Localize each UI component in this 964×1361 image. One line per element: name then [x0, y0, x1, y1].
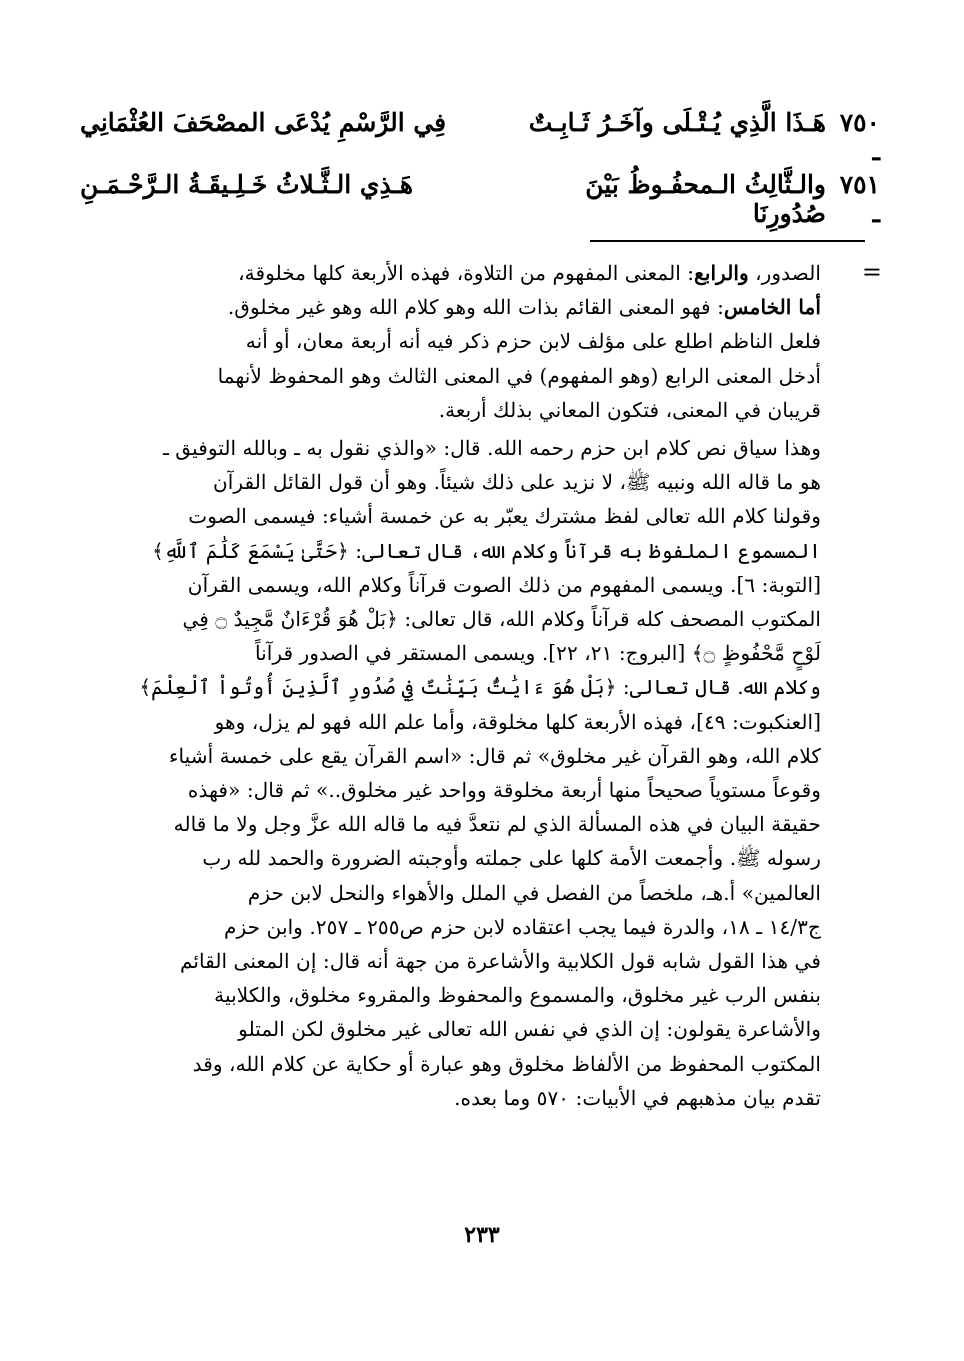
- text-line: حقيقة البيان في هذه المسألة الذي لم نتعدَّ فيه ما قاله الله عزَّ وجل ولا ما قاله: [173, 812, 821, 837]
- text-line: [التوبة: ٦]. ويسمى المفهوم من ذلك الصوت قرآناً وكلام الله، ويسمى القرآن: [187, 572, 821, 597]
- verse-block: [80, 108, 880, 232]
- text-line: وكلام الله. قال تعالى: ﴿بَلْ هُوَ ءَايَٰتٌۢ بَيِّنَٰتٌ فِي صُدُورِ ٱلَّذِينَ أُوتُواْ ٱلْعِلْمَ﴾: [139, 675, 821, 700]
- text-line: والأشاعرة يقولون: إن الذي في نفس الله تعالى غير مخلوق لكن المتلو: [238, 1017, 821, 1042]
- verse-second-hemistich: هَـذِي الـثَّـلاثُ خَـلِـيقَـةُ الـرَّحْـمَـنِ: [80, 170, 414, 199]
- text-line: المسموع الملفوظ به قرآناً وكلام الله، قال تعالى: ﴿حَتَّىٰ يَسْمَعَ كَلَٰمَ ٱللَّهِ﴾: [152, 538, 821, 563]
- text-line: فلعل الناظم اطلع على مؤلف لابن حزم ذكر فيه أنه أربعة معان، أو أنه: [245, 329, 821, 354]
- verse-second-hemistich: فِي الرَّسْمِ يُدْعَى المصْحَفَ العُثْمَانِي: [80, 108, 447, 137]
- continuation-mark: =: [861, 258, 882, 286]
- emphasis: والرابع: [694, 261, 749, 285]
- text-line: في هذا القول شابه قول الكلابية والأشاعرة من جهة أنه قال: إن المعنى القائم: [179, 949, 821, 974]
- emphasis: أما الخامس: [723, 295, 821, 320]
- text-line: هو ما قاله الله ونبيه ﷺ، لا نزيد على ذلك شيئاً. وهو أن قول القائل القرآن: [212, 470, 821, 495]
- footnote-divider: [590, 240, 865, 242]
- text-line: رسوله ﷺ. وأجمعت الأمة كلها على جملته وأوجبته الضرورة والحمد لله رب: [202, 846, 821, 871]
- footnote-paragraph-1: [96, 256, 821, 427]
- text-line: المكتوب المحفوظ من الألفاظ مخلوق وهو عبارة أو حكاية عن كلام الله، وقد: [192, 1051, 821, 1076]
- text-line: تقدم بيان مذهبهم في الأبيات: ٥٧٠ وما بعده.: [454, 1085, 821, 1110]
- verse-first-hemistich: هَـذَا الَّذِي يُـتْـلَى وآخَـرُ ثَـابِـتٌ: [528, 108, 826, 137]
- verse-first-hemistich: والـثَّالِثُ الـمحفُـوظُ بَيْنَ صُدُورِنَا: [585, 170, 826, 228]
- verse-750: [80, 108, 880, 170]
- text-line: ج١٤/٣ ـ ١٨، والدرة فيما يجب اعتقاده لابن حزم ص٢٥٥ ـ ٢٥٧. وابن حزم: [224, 914, 821, 939]
- verse-number: ٧٥١ ـ: [839, 170, 880, 228]
- text-line: [العنكبوت: ٤٩]، فهذه الأربعة كلها مخلوقة، وأما علم الله فهو لم يزل، وهو: [214, 709, 821, 734]
- text-line: وهذا سياق نص كلام ابن حزم رحمه الله. قال: «والذي نقول به ـ وبالله التوفيق ـ: [162, 436, 821, 461]
- text-line: قريبان في المعنى، فتكون المعاني بذلك أربعة.: [438, 397, 821, 422]
- text-line: كلام الله، وهو القرآن غير مخلوق» ثم قال: «اسم القرآن يقع على خمسة أشياء: [168, 743, 821, 768]
- text-line: العالمين» أ.هـ، ملخصاً من الفصل في الملل والأهواء والنحل لابن حزم: [247, 880, 821, 905]
- text-line: وقوعاً مستوياً صحيحاً منها أربعة مخلوقة وواحد غير مخلوق..» ثم قال: «فهذه: [187, 778, 821, 803]
- text-line: وقولنا كلام الله تعالى لفظ مشترك يعبّر به عن خمسة أشياء: فيسمى الصوت: [188, 504, 821, 529]
- text-line: بنفس الرب غير مخلوق، والمسموع والمحفوظ والمقروء مخلوق، والكلابية: [214, 983, 821, 1008]
- page-number: ٢٣٣: [464, 1222, 500, 1248]
- verse-751: [80, 170, 880, 232]
- text-line: الصدور، والرابع: المعنى المفهوم من التلاوة، فهذه الأربعة كلها مخلوقة،: [238, 261, 821, 285]
- text-line: أما الخامس: فهو المعنى القائم بذات الله وهو كلام الله وهو غير مخلوق.: [227, 295, 821, 320]
- footnote-text: [96, 256, 821, 1115]
- text-line: لَوْحٍ مَّحْفُوظٍ ۝﴾ [البروج: ٢١، ٢٢]. ويسمى المستقر في الصدور قرآناً: [254, 641, 821, 666]
- verse-number: ٧٥٠ ـ: [839, 108, 880, 166]
- text-line: المكتوب المصحف كله قرآناً وكلام الله، قال تعالى: ﴿بَلْ هُوَ قُرْءَانٌ مَّجِيدٌ ۝ فِي: [182, 607, 821, 632]
- footnote-paragraph-2: [96, 431, 821, 1115]
- text-line: أدخل المعنى الرابع (وهو المفهوم) في المعنى الثالث وهو المحفوظ لأنهما: [217, 363, 821, 388]
